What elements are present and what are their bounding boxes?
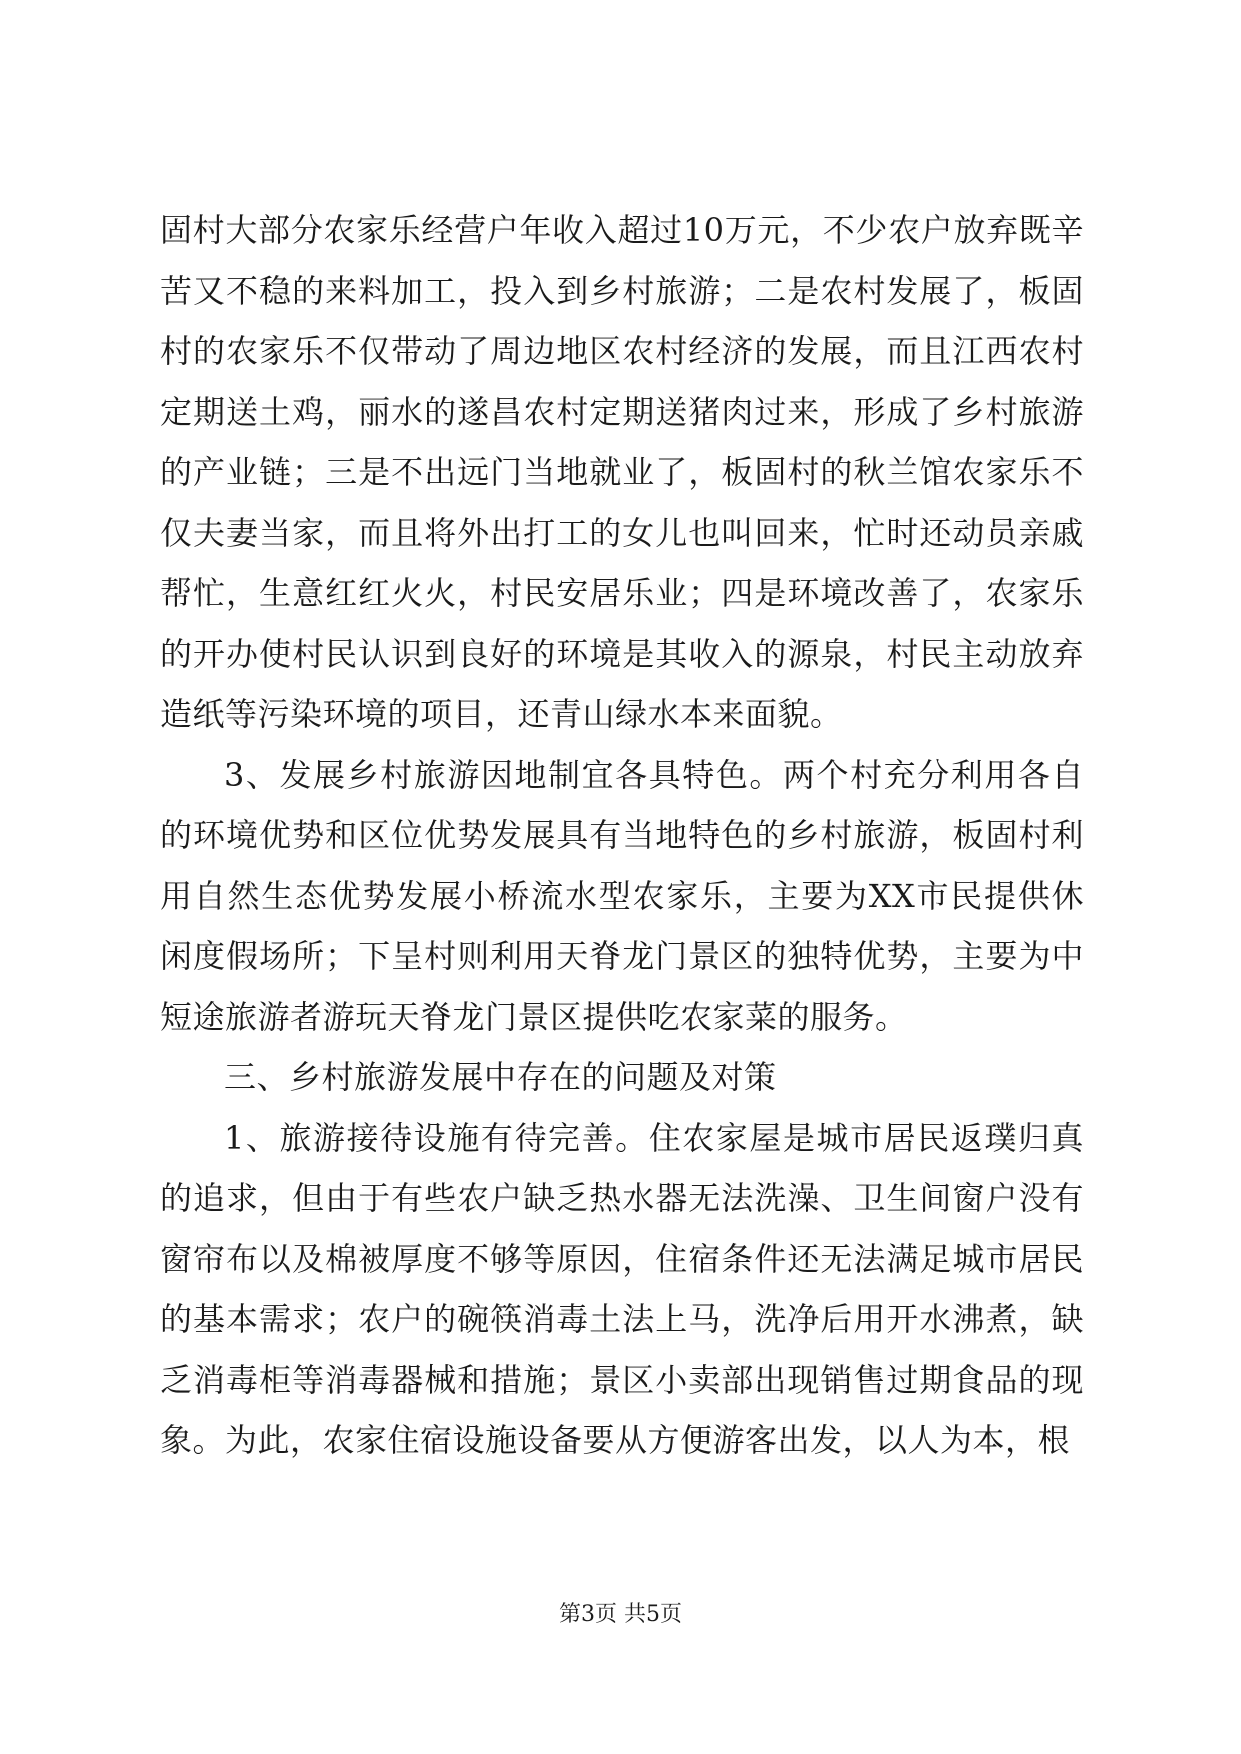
page-number-footer: 第3页 共5页 <box>559 1602 682 1627</box>
paragraph-continued: 固村大部分农家乐经营户年收入超过10万元，不少农户放弃既辛苦又不稳的来料加工，投入到乡村旅游；二是农村发展了，板固村的农家乐不仅带动了周边地区农村经济的发展，而且江西农村定期送土鸡，丽水的遂昌农村定期送猪肉过来，形成了乡村旅游的产业链；三是不出远门当地就业了，板固村的秋兰馆农家乐不仅夫妻当家，而且将外出打工的女儿也叫回来，忙时还动员亲戚帮忙，生意红红火火，村民安居乐业；四是环境改善了，农家乐的开办使村民认识到良好的环境是其收入的源泉，村民主动放弃造纸等污染环境的项目，还青山绿水本来面貌。 <box>160 211 1084 733</box>
section-heading: 三、乡村旅游发展中存在的问题及对策 <box>224 1058 777 1096</box>
document-body <box>160 200 1084 1471</box>
paragraph-local-features: 3、发展乡村旅游因地制宜各具特色。两个村充分利用各自的环境优势和区位优势发展具有当地特色的乡村旅游，板固村利用自然生态优势发展小桥流水型农家乐，主要为XX市民提供休闲度假场所；下呈村则利用天脊龙门景区的独特优势，主要为中短途旅游者游玩天脊龙门景区提供吃农家菜的服务。 <box>160 755 1084 1036</box>
paragraph-facilities: 1、旅游接待设施有待完善。住农家屋是城市居民返璞归真的追求，但由于有些农户缺乏热水器无法洗澡、卫生间窗户没有窗帘布以及棉被厚度不够等原因，住宿条件还无法满足城市居民的基本需求；农户的碗筷消毒土法上马，洗净后用开水沸煮，缺乏消毒柜等消毒器械和措施；景区小卖部出现销售过期食品的现象。为此，农家住宿设施设备要从方便游客出发，以人为本，根 <box>160 1118 1084 1459</box>
